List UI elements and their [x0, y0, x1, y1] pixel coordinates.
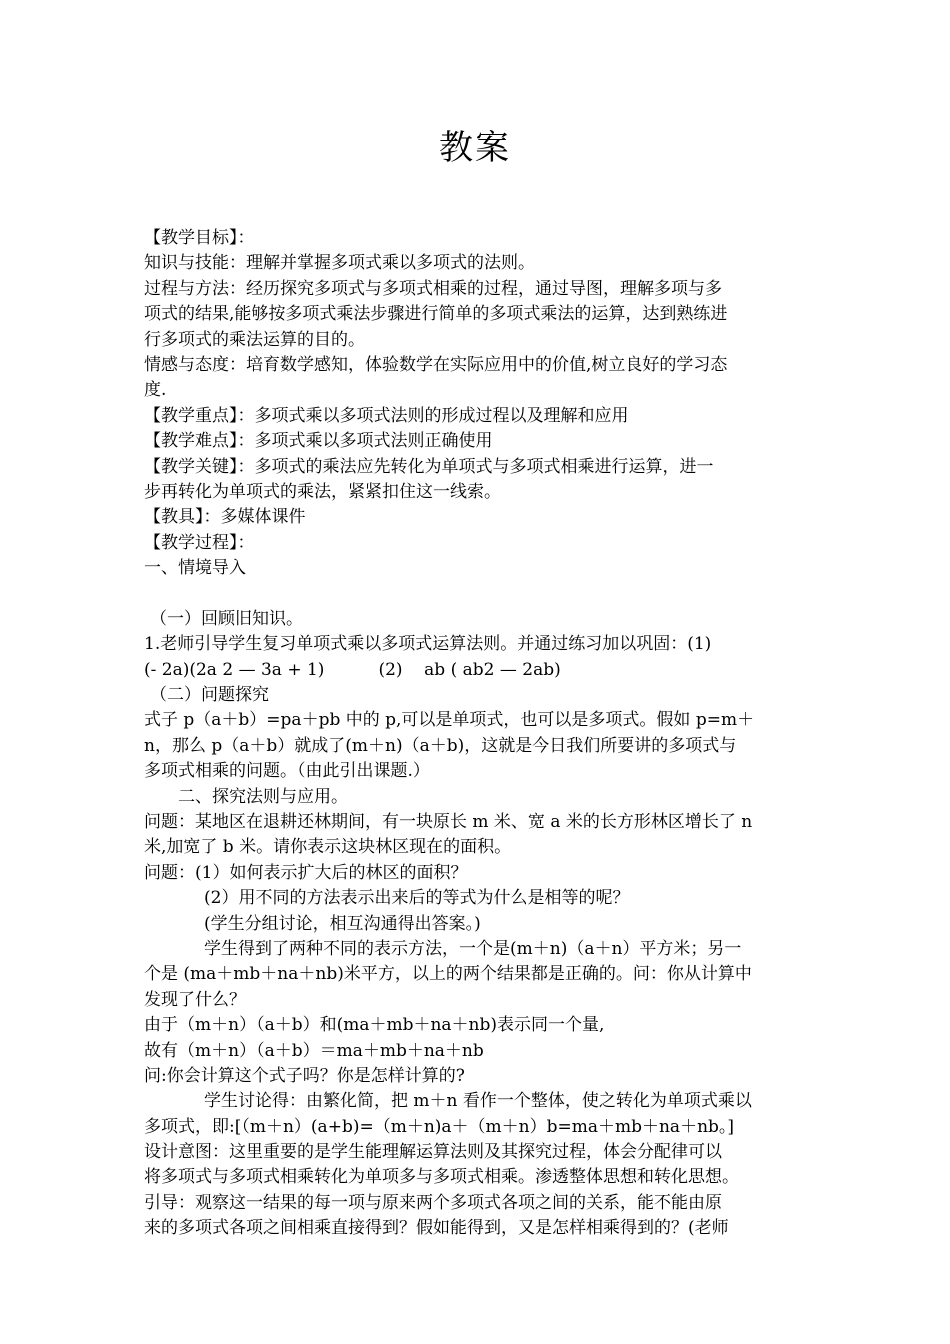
paragraph-line: (2）用不同的方法表示出来后的等式为什么是相等的呢？ — [204, 888, 630, 909]
section-heading-objectives: 【教学目标】： — [144, 228, 255, 248]
paragraph-line: 由于（m＋n）（a＋b）和(ma＋mb＋na＋nb)表示同一个量, — [144, 1015, 605, 1036]
paragraph-line: 设计意图：这里重要的是学生能理解运算法则及其探究过程，体会分配律可以 — [144, 1142, 722, 1163]
paragraph-line: 度. — [144, 380, 167, 401]
paragraph-line: 多项式相乘的问题。（由此引出课题.） — [144, 761, 430, 782]
paragraph-line: 个是 (ma＋mb＋na＋nb)米平方，以上的两个结果都是正确的。问：你从计算中 — [144, 964, 752, 985]
section-heading-process: 【教学过程】： — [144, 532, 255, 553]
section-heading-difficulties: 【教学难点】：多项式乘以多项式法则正确使用 — [144, 431, 493, 452]
paragraph-line: 米,加宽了 b 米。请你表示这块林区现在的面积。 — [144, 837, 512, 858]
paragraph-line: 情感与态度：培育数学感知，体验数学在实际应用中的价值,树立良好的学习态 — [144, 354, 728, 375]
formula-line: (- 2a)(2a 2 — 3a + 1) (2) ab ( ab2 — 2ab) — [144, 659, 561, 680]
paragraph-line: 问题：某地区在退耕还林期间，有一块原长 m 米、宽 a 米的长方形林区增长了 n — [144, 811, 753, 832]
subsection-heading: 二、探究法则与应用。 — [178, 786, 348, 807]
document-body — [144, 226, 808, 1242]
section-heading-tools: 【教具】：多媒体课件 — [144, 507, 306, 528]
paragraph-line: 引导：观察这一结果的每一项与原来两个多项式各项之间的关系，能不能由原 — [144, 1192, 722, 1213]
paragraph-line: 发现了什么？ — [144, 989, 246, 1010]
subsection-heading: （二）问题探究 — [150, 685, 269, 706]
subsection-heading: （一）回顾旧知识。 — [150, 608, 303, 629]
paragraph-line: 式子 p（a＋b）=pa＋pb 中的 p,可以是单项式，也可以是多项式。假如 p=m＋ — [144, 710, 755, 731]
document-title: 教案 — [439, 128, 511, 168]
section-heading-key-points: 【教学重点】：多项式乘以多项式法则的形成过程以及理解和应用 — [144, 405, 629, 426]
paragraph-line: 知识与技能：理解并掌握多项式乘以多项式的法则。 — [144, 253, 535, 274]
paragraph-line: 多项式，即:[（m＋n）(a+b)=（m＋n)a＋（m＋n）b=ma＋mb＋na＋nb。] — [144, 1116, 735, 1137]
section-heading-key: 【教学关键】：多项式的乘法应先转化为单项式与多项式相乘进行运算，进一 — [144, 456, 714, 477]
paragraph-line: 问题：(1）如何表示扩大后的林区的面积？ — [144, 862, 468, 883]
paragraph-line: n，那么 p（a＋b）就成了(m＋n)（a＋b)，这就是今日我们所要讲的多项式与 — [144, 735, 737, 756]
paragraph-line: 将多项式与多项式相乘转化为单项多与多项式相乘。渗透整体思想和转化思想。 — [144, 1167, 739, 1188]
paragraph-line: 学生得到了两种不同的表示方法，一个是(m＋n)（a＋n）平方米；另一 — [204, 938, 742, 959]
paragraph-line: 项式的结果,能够按多项式乘法步骤进行简单的多项式乘法的运算，达到熟练进 — [144, 304, 728, 325]
paragraph-line: 过程与方法：经历探究多项式与多项式相乘的过程，通过导图，理解多项与多 — [144, 278, 722, 299]
paragraph-line: 1.老师引导学生复习单项式乘以多项式运算法则。并通过练习加以巩固：(1) — [144, 634, 712, 655]
paragraph-line: 问:你会计算这个式子吗？你是怎样计算的? — [144, 1065, 465, 1086]
subsection-heading: 一、情境导入 — [144, 558, 246, 579]
paragraph-line: (学生分组讨论，相互沟通得出答案。) — [204, 913, 481, 934]
paragraph-line: 来的多项式各项之间相乘直接得到？假如能得到，又是怎样相乘得到的？(老师 — [144, 1218, 729, 1239]
paragraph-line: 步再转化为单项式的乘法，紧紧扣住这一线索。 — [144, 481, 501, 502]
paragraph-line: 行多项式的乘法运算的目的。 — [144, 329, 365, 350]
paragraph-line: 学生讨论得：由繁化简，把 m＋n 看作一个整体，使之转化为单项式乘以 — [204, 1091, 752, 1112]
paragraph-line: 故有（m＋n）（a＋b）＝ma＋mb＋na＋nb — [144, 1040, 484, 1061]
blank-line — [144, 581, 808, 606]
